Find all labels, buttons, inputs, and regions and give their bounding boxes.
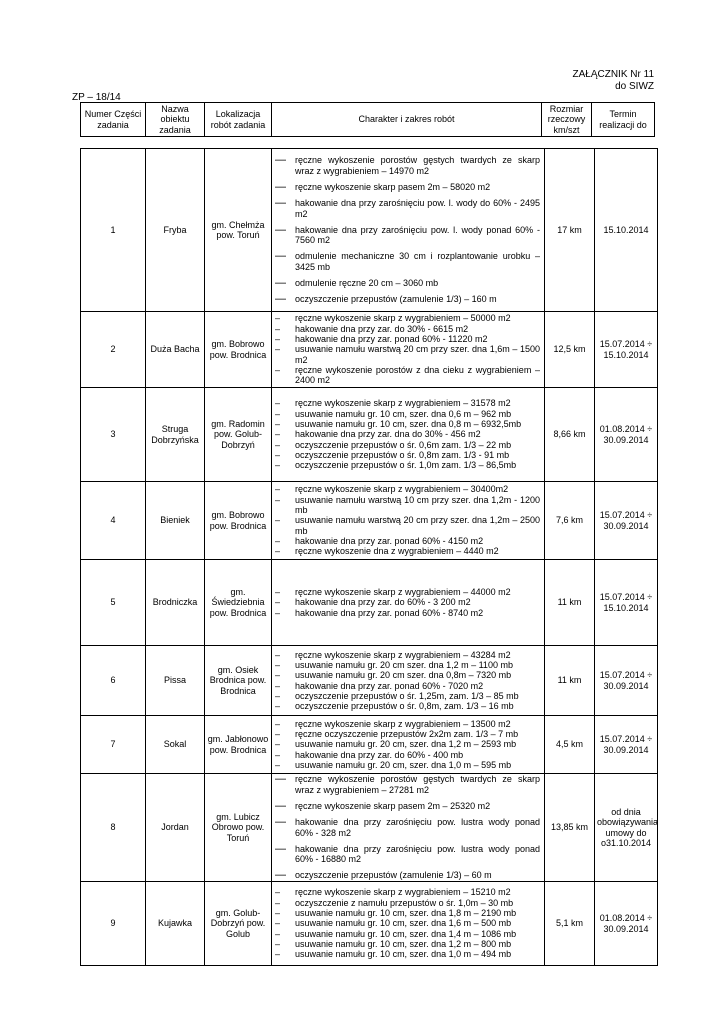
work-item-text: oczyszczenie przepustów o śr. 0,8m, zam. 1/3 – 16 mb — [295, 701, 514, 712]
object-name: Jordan — [146, 774, 205, 882]
work-scope — [272, 646, 545, 716]
work-item-text: oczyszczenie przepustów (zamulenie 1/3) – 160 m — [295, 294, 497, 305]
work-item — [275, 929, 540, 939]
work-item — [275, 760, 540, 770]
work-item-text: ręczne wykoszenie skarp z wygrabieniem – 15210 m2 — [295, 887, 511, 898]
work-item — [275, 870, 540, 880]
bullet-dash: – — [275, 690, 281, 701]
bullet-dash: — — [275, 869, 286, 882]
work-item-text: usuwanie namułu warstwą 20 cm przy szer. dna 1,2m – 2500 mb — [295, 515, 540, 536]
work-item — [275, 344, 540, 365]
work-item-text: usuwanie namułu gr. 10 cm, szer. dna 1,0 m – 494 mb — [295, 949, 512, 960]
work-item — [275, 729, 540, 739]
work-item-text: hakowanie dna przy zar. ponad 60% - 11220 m2 — [295, 334, 488, 345]
work-item — [275, 898, 540, 908]
work-item — [275, 495, 540, 516]
work-item-text: hakowanie dna przy zar. ponad 60% - 7020 m2 — [295, 680, 484, 691]
work-size: 5,1 km — [545, 882, 595, 966]
bullet-dash: – — [275, 949, 281, 960]
work-item-text: ręczne wykoszenie porostów z dna cieku z wygrabieniem – 2400 m2 — [295, 364, 540, 386]
work-item — [275, 294, 540, 304]
work-item — [275, 313, 540, 323]
work-scope — [272, 149, 545, 312]
work-item-text: ręczne wykoszenie skarp z wygrabieniem – 50000 m2 — [295, 313, 511, 324]
bullet-dash: – — [275, 918, 281, 929]
work-item-text: usuwanie namułu gr. 10 cm, szer. dna 1,6 m – 500 mb — [295, 918, 512, 929]
work-item — [275, 750, 540, 760]
work-item — [275, 844, 540, 865]
work-item-text: hakowanie dna przy zar. do 60% - 400 mb — [295, 749, 464, 760]
task-number: 7 — [81, 716, 146, 774]
work-item — [275, 515, 540, 536]
work-item-text: hakowanie dna przy zarośnięciu pow. l. wody do 60% - 2495 m2 — [295, 198, 540, 219]
bullet-dash: — — [275, 197, 286, 210]
deadline: 15.07.2014 ÷ 30.09.2014 — [595, 716, 658, 774]
work-item — [275, 701, 540, 711]
work-scope — [272, 882, 545, 966]
bullet-dash: – — [275, 587, 281, 598]
work-item — [275, 198, 540, 219]
work-size: 12,5 km — [545, 312, 595, 388]
bullet-dash: — — [275, 293, 286, 306]
bullet-dash: – — [275, 323, 281, 334]
work-size: 17 km — [545, 149, 595, 312]
work-item — [275, 419, 540, 429]
bullet-dash: — — [275, 180, 286, 193]
bullet-dash: – — [275, 408, 281, 419]
work-item — [275, 251, 540, 272]
work-item — [275, 939, 540, 949]
bullet-dash: – — [275, 739, 281, 750]
work-item-text: hakowanie dna przy zar. ponad 60% - 8740 m2 — [295, 607, 484, 618]
bullet-dash: – — [275, 515, 281, 526]
deadline: 15.07.2014 ÷ 15.10.2014 — [595, 312, 658, 388]
bullet-dash: – — [275, 449, 281, 460]
bullet-dash: – — [275, 313, 281, 324]
object-name: Fryba — [146, 149, 205, 312]
tasks-table-body — [81, 149, 658, 966]
work-item — [275, 817, 540, 838]
bullet-dash: – — [275, 546, 281, 557]
work-item-text: ręczne oczyszczenie przepustów 2x2m zam. 1/3 – 7 mb — [295, 729, 519, 740]
work-item — [275, 409, 540, 419]
work-item-text: usuwanie namułu gr. 20 cm, szer. dna 1,2 m – 2593 mb — [295, 739, 517, 750]
work-location: gm. Bobrowo pow. Brodnica — [205, 312, 272, 388]
work-item — [275, 739, 540, 749]
table-row — [81, 716, 658, 774]
column-header-table — [80, 102, 655, 137]
work-item-text: usuwanie namułu gr. 10 cm, szer. dna 0,6 m – 962 mb — [295, 408, 512, 419]
table-row — [81, 388, 658, 482]
work-item-text: ręczne wykoszenie skarp z wygrabieniem – 31578 m2 — [295, 398, 511, 409]
work-item — [275, 484, 540, 494]
work-location: gm. Bobrowo pow. Brodnica — [205, 482, 272, 560]
bullet-dash: — — [275, 223, 286, 236]
work-item-text: ręczne wykoszenie skarp z wygrabieniem – 13500 m2 — [295, 718, 511, 729]
task-number: 8 — [81, 774, 146, 882]
work-item — [275, 908, 540, 918]
work-item — [275, 155, 540, 176]
work-item-text: oczyszczenie przepustów o śr. 0,8m zam. 1/3 - 91 mb — [295, 449, 510, 460]
work-item-text: usuwanie namułu gr. 20 cm szer. dna 0,8m – 7320 mb — [295, 670, 512, 681]
work-item — [275, 429, 540, 439]
work-item-text: oczyszczenie z namułu przepustów o śr. 1,0m – 30 mb — [295, 897, 514, 908]
table-row — [81, 774, 658, 882]
work-scope — [272, 312, 545, 388]
header-deadline: Termin realizacji do — [592, 103, 655, 137]
task-number: 9 — [81, 882, 146, 966]
work-location: gm. Osiek Brodnica pow. Brodnica — [205, 646, 272, 716]
bullet-dash: – — [275, 484, 281, 495]
table-row — [81, 149, 658, 312]
bullet-dash: — — [275, 277, 286, 290]
bullet-dash: – — [275, 649, 281, 660]
bullet-dash: – — [275, 938, 281, 949]
work-location: gm. Lubicz Obrowo pow. Toruń — [205, 774, 272, 882]
deadline: 15.07.2014 ÷ 30.09.2014 — [595, 482, 658, 560]
work-size: 8,66 km — [545, 388, 595, 482]
object-name: Bieniek — [146, 482, 205, 560]
work-location: gm. Świedziebnia pow. Brodnica — [205, 560, 272, 646]
work-item-text: hakowanie dna przy zar. dna do 30% - 456 m2 — [295, 429, 481, 440]
deadline: 15.07.2014 ÷ 30.09.2014 — [595, 646, 658, 716]
deadline: 01.08.2014 ÷ 30.09.2014 — [595, 388, 658, 482]
work-item-text: usuwanie namułu warstwą 20 cm przy szer. dna 1,6m – 1500 m2 — [295, 344, 540, 365]
work-item — [275, 650, 540, 660]
task-number: 5 — [81, 560, 146, 646]
work-item-text: usuwanie namułu gr. 10 cm, szer. dna 1,2 m – 800 mb — [295, 938, 512, 949]
work-scope — [272, 716, 545, 774]
object-name: Duża Bacha — [146, 312, 205, 388]
work-item-text: ręczne wykoszenie skarp z wygrabieniem – 43284 m2 — [295, 649, 511, 660]
work-location: gm. Jabłonowo pow. Brodnica — [205, 716, 272, 774]
work-item-text: usuwanie namułu warstwą 10 cm przy szer. dna 1,2m - 1200 mb — [295, 494, 540, 516]
table-row — [81, 560, 658, 646]
work-location: gm. Golub-Dobrzyń pow. Golub — [205, 882, 272, 966]
work-item — [275, 801, 540, 811]
bullet-dash: – — [275, 680, 281, 691]
work-item-text: oczyszczenie przepustów o śr. 1,25m, zam. 1/3 – 85 mb — [295, 690, 519, 701]
work-item-text: hakowanie dna przy zar. ponad 60% - 4150 m2 — [295, 535, 484, 546]
bullet-dash: — — [275, 154, 286, 167]
work-item — [275, 670, 540, 680]
work-size: 11 km — [545, 560, 595, 646]
annex-heading — [573, 69, 655, 93]
bullet-dash: – — [275, 439, 281, 450]
work-item-text: ręczne wykoszenie skarp pasem 2m – 58020 m2 — [295, 181, 491, 192]
work-item — [275, 546, 540, 556]
bullet-dash: — — [275, 842, 286, 855]
task-number: 3 — [81, 388, 146, 482]
work-item — [275, 536, 540, 546]
work-item-text: usuwanie namułu gr. 20 cm, szer. dna 1,0 m – 595 mb — [295, 759, 512, 770]
task-number: 4 — [81, 482, 146, 560]
work-item-text: hakowanie dna przy zarośnięciu pow. l. wody ponad 60% - 7560 m2 — [295, 224, 540, 246]
table-row — [81, 482, 658, 560]
bullet-dash: – — [275, 749, 281, 760]
table-row — [81, 312, 658, 388]
bullet-dash: – — [275, 729, 281, 740]
deadline: 15.07.2014 ÷ 15.10.2014 — [595, 560, 658, 646]
object-name: Kujawka — [146, 882, 205, 966]
work-size: 4,5 km — [545, 716, 595, 774]
bullet-dash: – — [275, 670, 281, 681]
work-size: 11 km — [545, 646, 595, 716]
work-item-text: ręczne wykoszenie skarp pasem 2m – 25320 m2 — [295, 800, 491, 811]
work-item-text: usuwanie namułu gr. 20 cm szer. dna 1,2 m – 1100 mb — [295, 659, 513, 670]
bullet-dash: – — [275, 897, 281, 908]
task-number: 6 — [81, 646, 146, 716]
annex-title: ZAŁĄCZNIK Nr 11 — [572, 69, 654, 80]
work-item-text: hakowanie dna przy zar. do 30% - 6615 m2 — [295, 323, 469, 334]
work-item — [275, 774, 540, 795]
work-item — [275, 334, 540, 344]
work-location: gm. Radomin pow. Golub-Dobrzyń — [205, 388, 272, 482]
work-item — [275, 918, 540, 928]
bullet-dash: – — [275, 494, 281, 505]
work-size: 7,6 km — [545, 482, 595, 560]
task-number: 1 — [81, 149, 146, 312]
reference-number: ZP – 18/14 — [72, 92, 121, 103]
work-scope — [272, 388, 545, 482]
work-item-text: ręczne wykoszenie dna z wygrabieniem – 4440 m2 — [295, 546, 499, 557]
bullet-dash: – — [275, 659, 281, 670]
table-row — [81, 646, 658, 716]
work-item-text: ręczne wykoszenie porostów gęstych twardych ze skarp wraz z wygrabieniem – 14970 m2 — [295, 155, 540, 176]
work-item — [275, 949, 540, 959]
work-item — [275, 691, 540, 701]
header-row — [81, 103, 655, 137]
work-item — [275, 365, 540, 386]
header-location: Lokalizacja robót zadania — [205, 103, 272, 137]
deadline: 15.10.2014 — [595, 149, 658, 312]
deadline: od dnia obowiązywania umowy do o31.10.2014 — [595, 774, 658, 882]
work-item — [275, 398, 540, 408]
deadline: 01.08.2014 ÷ 30.09.2014 — [595, 882, 658, 966]
work-scope — [272, 774, 545, 882]
bullet-dash: – — [275, 460, 281, 471]
work-item — [275, 660, 540, 670]
tasks-table — [80, 148, 658, 966]
bullet-dash: – — [275, 334, 281, 345]
bullet-dash: – — [275, 535, 281, 546]
work-item-text: oczyszczenie przepustów o śr. 1,0m zam. 1/3 – 86,5mb — [295, 460, 517, 471]
work-size: 13,85 km — [545, 774, 595, 882]
bullet-dash: – — [275, 344, 281, 355]
work-item-text: usuwanie namułu gr. 10 cm, szer. dna 0,8 m – 6932,5mb — [295, 419, 522, 430]
bullet-dash: — — [275, 250, 286, 263]
header-name: Nazwa obiektu zadania — [146, 103, 205, 137]
work-item-text: usuwanie namułu gr. 10 cm, szer. dna 1,4 m – 1086 mb — [295, 928, 517, 939]
work-item-text: oczyszczenie przepustów o śr. 0,6m zam. 1/3 – 22 mb — [295, 439, 512, 450]
work-item — [275, 719, 540, 729]
header-size: Rozmiar rzeczowy km/szt — [542, 103, 592, 137]
work-item — [275, 450, 540, 460]
object-name: Pissa — [146, 646, 205, 716]
work-item — [275, 597, 540, 607]
work-item-text: ręczne wykoszenie skarp z wygrabieniem – 30400m2 — [295, 484, 509, 495]
bullet-dash: — — [275, 773, 286, 786]
object-name: Sokal — [146, 716, 205, 774]
header-number: Numer Części zadania — [81, 103, 146, 137]
work-item — [275, 460, 540, 470]
bullet-dash: – — [275, 718, 281, 729]
bullet-dash: – — [275, 419, 281, 430]
bullet-dash: – — [275, 364, 281, 375]
work-scope — [272, 482, 545, 560]
work-item-text: odmulenie ręczne 20 cm – 3060 mb — [295, 278, 439, 289]
work-item — [275, 887, 540, 897]
header-scope: Charakter i zakres robót — [272, 103, 542, 137]
bullet-dash: — — [275, 816, 286, 829]
work-item — [275, 608, 540, 618]
work-item — [275, 681, 540, 691]
work-item — [275, 324, 540, 334]
annex-subtitle: do SIWZ — [615, 81, 654, 92]
bullet-dash: – — [275, 398, 281, 409]
work-scope — [272, 560, 545, 646]
work-item — [275, 225, 540, 246]
work-item-text: usuwanie namułu gr. 10 cm, szer. dna 1,8 m – 2190 mb — [295, 908, 517, 919]
task-number: 2 — [81, 312, 146, 388]
work-item-text: odmulenie mechaniczne 30 cm i rozplantowanie urobku – 3425 mb — [295, 251, 540, 272]
work-item — [275, 440, 540, 450]
bullet-dash: – — [275, 607, 281, 618]
work-location: gm. Chełmża pow. Toruń — [205, 149, 272, 312]
bullet-dash: – — [275, 759, 281, 770]
bullet-dash: – — [275, 908, 281, 919]
object-name: Struga Dobrzyńska — [146, 388, 205, 482]
work-item — [275, 587, 540, 597]
bullet-dash: – — [275, 928, 281, 939]
bullet-dash: – — [275, 597, 281, 608]
work-item — [275, 182, 540, 192]
work-item-text: hakowanie dna przy zarośnięciu pow. lustra wody ponad 60% - 328 m2 — [295, 817, 540, 838]
work-item-text: hakowanie dna przy zarośnięciu pow. lustra wody ponad 60% - 16880 m2 — [295, 843, 540, 865]
work-item-text: ręczne wykoszenie skarp z wygrabieniem – 44000 m2 — [295, 587, 511, 598]
object-name: Brodniczka — [146, 560, 205, 646]
table-row — [81, 882, 658, 966]
bullet-dash: – — [275, 887, 281, 898]
work-item-text: hakowanie dna przy zar. do 60% - 3 200 m2 — [295, 597, 471, 608]
bullet-dash: – — [275, 701, 281, 712]
work-item-text: ręczne wykoszenie porostów gęstych twardych ze skarp wraz z wygrabieniem – 27281 m2 — [295, 774, 540, 795]
work-item — [275, 278, 540, 288]
work-item-text: oczyszczenie przepustów (zamulenie 1/3) – 60 m — [295, 870, 492, 881]
bullet-dash: – — [275, 429, 281, 440]
bullet-dash: — — [275, 799, 286, 812]
